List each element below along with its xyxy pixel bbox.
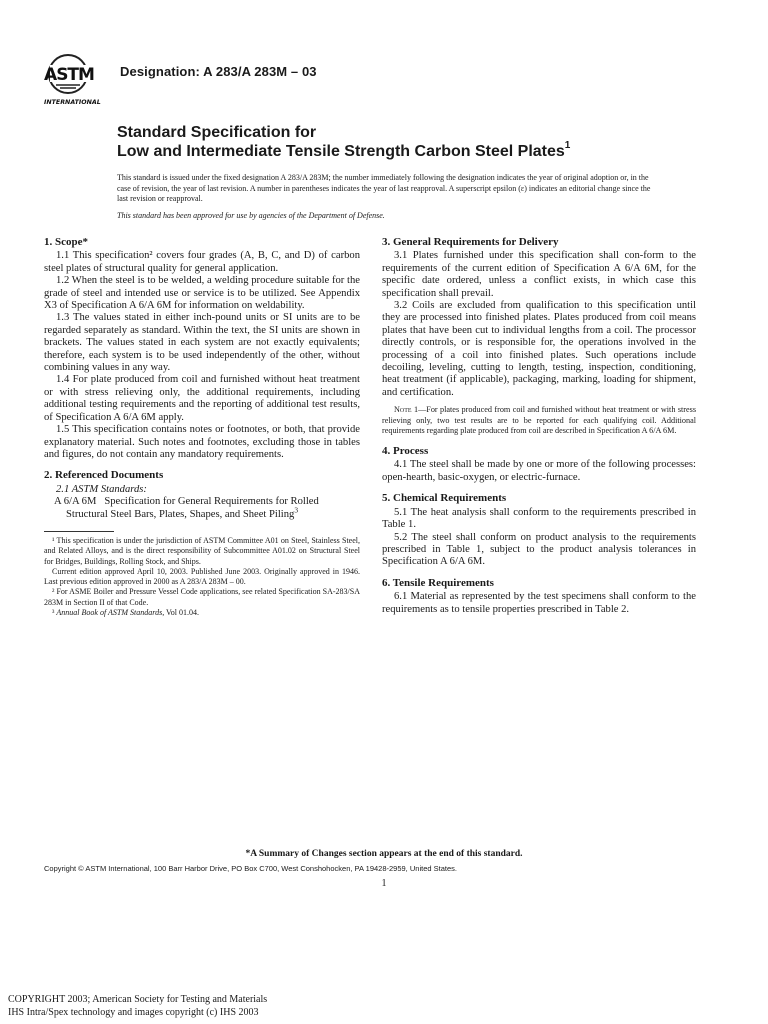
section-process xyxy=(382,445,696,484)
astm-standards-label: 2.1 ASTM Standards: xyxy=(56,483,147,495)
title-line2: Low and Intermediate Tensile Strength Carbon Steel Plates$^1$ xyxy=(117,139,571,160)
section-general-requirements xyxy=(382,236,696,437)
footnote-2: ² For ASME Boiler and Pressure Vessel Code applications, see related Specification SA-283/SA 283M in Section II of that Code. xyxy=(44,587,360,607)
standard-note xyxy=(117,173,657,221)
general-p2: 3.2 Coils are excluded from qualification to this specification until they are processed into finished plates. Plates produced from coil means plates that have been cut to individual lengths from a coil. The processor directly controls, or is responsible for, the operations involved in the processing of a coil into finished plates. Such operations include decoiling, leveling, cutting to length, testing, inspection, conditioning, heat treatment (if applicable), packaging, marking, loading for shipment, and certification. xyxy=(382,300,696,398)
title-block xyxy=(117,123,677,221)
section-referenced-documents xyxy=(44,469,360,521)
general-p1: 3.1 Plates furnished under this specification shall con-form to the requirements of the current edition of Specification A 6/A 6M, for the specific date ordered, unless a conflict exists, in which case this specification shall prevail. xyxy=(382,250,696,299)
scope-p5: 1.5 This specification contains notes or footnotes, or both, that provide explanatory material. Such notes and footnotes, excluding those in tables and figures, do not contain any mandatory requirements. xyxy=(44,424,360,460)
svg-text:INTERNATIONAL: INTERNATIONAL xyxy=(44,99,101,106)
standard-note-text: This standard is issued under the fixed designation A 283/A 283M; the number immediately following the designation indicates the year of original adoption or, in the case of revision, the year of last revision. A number in parentheses indicates the year of last reapproval. A superscript epsilon (ε) indicates an editorial change since the last revision or reapproval. xyxy=(117,173,651,203)
footnotes xyxy=(44,536,360,618)
referenced-heading: 2. Referenced Documents xyxy=(44,469,164,482)
reference-code: A 6/A 6M xyxy=(54,496,97,508)
footnote-1b: Current edition approved April 10, 2003. Published June 2003. Originally approved in 1946. Last previous edition approved in 2000 as A 283/A 283M – 00. xyxy=(44,566,360,587)
chemical-p1: 5.1 The heat analysis shall conform to the requirements prescribed in Table 1. xyxy=(382,506,696,531)
footnote-3: ³ Annual Book of ASTM Standards, Vol 01.04. xyxy=(52,608,200,618)
reference-text: Specification for General Requirements for Rolled Structural Steel Bars, Plates, Shapes, and Sheet Piling xyxy=(66,496,319,520)
title-line1: Standard Specification for xyxy=(117,124,317,141)
svg-text:ASTM: ASTM xyxy=(44,65,94,85)
footnote-1: ¹ This specification is under the jurisdiction of ASTM Committee A01 on Steel, Stainless Steel, and Related Alloys, and is the direct responsibility of Subcommittee A01.02 on Structural Steel for Bridges, Buildings, Rolling Stock, and Ships. xyxy=(44,535,360,566)
astm-copyright: Copyright © ASTM International, 100 Barr Harbor Drive, PO Box C700, West Conshohocken, PA 19428-2959, United States. xyxy=(44,864,457,873)
scope-p1: 1.1 This specification² covers four grades (A, B, C, and D) of carbon steel plates of structural quality for general application. xyxy=(44,250,360,274)
bottom-copyright-line2: IHS Intra/Spex technology and images copyright (c) IHS 2003 xyxy=(8,1007,259,1018)
footnote-divider xyxy=(44,531,114,532)
astm-logo xyxy=(42,50,116,106)
process-heading: 4. Process xyxy=(382,445,429,458)
section-chemical-requirements xyxy=(382,492,696,568)
note-text: —For plates produced from coil and furnished without heat treatment or with stress relieving only, two test results are to be reported for each qualifying coil. Additional requirements regarding plate produced from coil are described in Specification A 6/A 6M. xyxy=(382,405,697,436)
dod-approval: This standard has been approved for use by agencies of the Department of Defense. xyxy=(117,210,385,220)
page-number: 1 xyxy=(381,878,387,889)
chemical-p2: 5.2 The steel shall conform on product analysis to the requirements prescribed in Table 1, subject to the product analysis tolerances in Specification A 6/A 6M. xyxy=(382,531,696,568)
bottom-copyright xyxy=(8,993,267,1019)
note-label: Note 1 xyxy=(394,405,419,415)
process-p1: 4.1 The steel shall be made by one or more of the following processes: open-hearth, basic-oxygen, or electric-furnace. xyxy=(382,459,696,483)
chemical-heading: 5. Chemical Requirements xyxy=(382,492,507,505)
tensile-heading: 6. Tensile Requirements xyxy=(382,576,494,589)
scope-p4: 1.4 For plate produced from coil and furnished without heat treatment or with stress relieving only, the additional requirements, including additional testing requirements and the reporting of additional test results, of Specification A 6/A 6M apply. xyxy=(44,374,360,423)
title-footnote-ref: 1 xyxy=(564,139,571,151)
summary-of-changes-note: *A Summary of Changes section appears at the end of this standard. xyxy=(245,849,523,859)
general-heading: 3. General Requirements for Delivery xyxy=(382,236,559,248)
right-column xyxy=(382,236,696,624)
note-1 xyxy=(382,405,696,437)
section-tensile-requirements xyxy=(382,577,696,616)
scope-p3: 1.3 The values stated in either inch-pound units or SI units are to be regarded separately as standard. Within the text, the SI units are shown in brackets. The values stated in each system are not exactly equivalents; therefore, each system is to be used independently of the other, without combining values in any way. xyxy=(44,312,360,374)
section-scope xyxy=(44,236,360,461)
bottom-copyright-line1: COPYRIGHT 2003; American Society for Testing and Materials xyxy=(8,994,268,1005)
reference-entry xyxy=(44,496,360,521)
left-column xyxy=(44,236,360,618)
scope-heading: 1. Scope* xyxy=(44,236,88,248)
tensile-p1: 6.1 Material as represented by the test specimens shall conform to the requirements as to tensile properties prescribed in Table 2. xyxy=(382,591,696,615)
scope-p2: 1.2 When the steel is to be welded, a welding procedure suitable for the grade of steel and intended use or service is to be utilized. See Appendix X3 of Specification A 6/A 6M for information on weldability. xyxy=(44,275,360,312)
reference-footnote-ref: 3 xyxy=(294,505,299,514)
designation: Designation: A 283/A 283M – 03 xyxy=(120,64,317,79)
